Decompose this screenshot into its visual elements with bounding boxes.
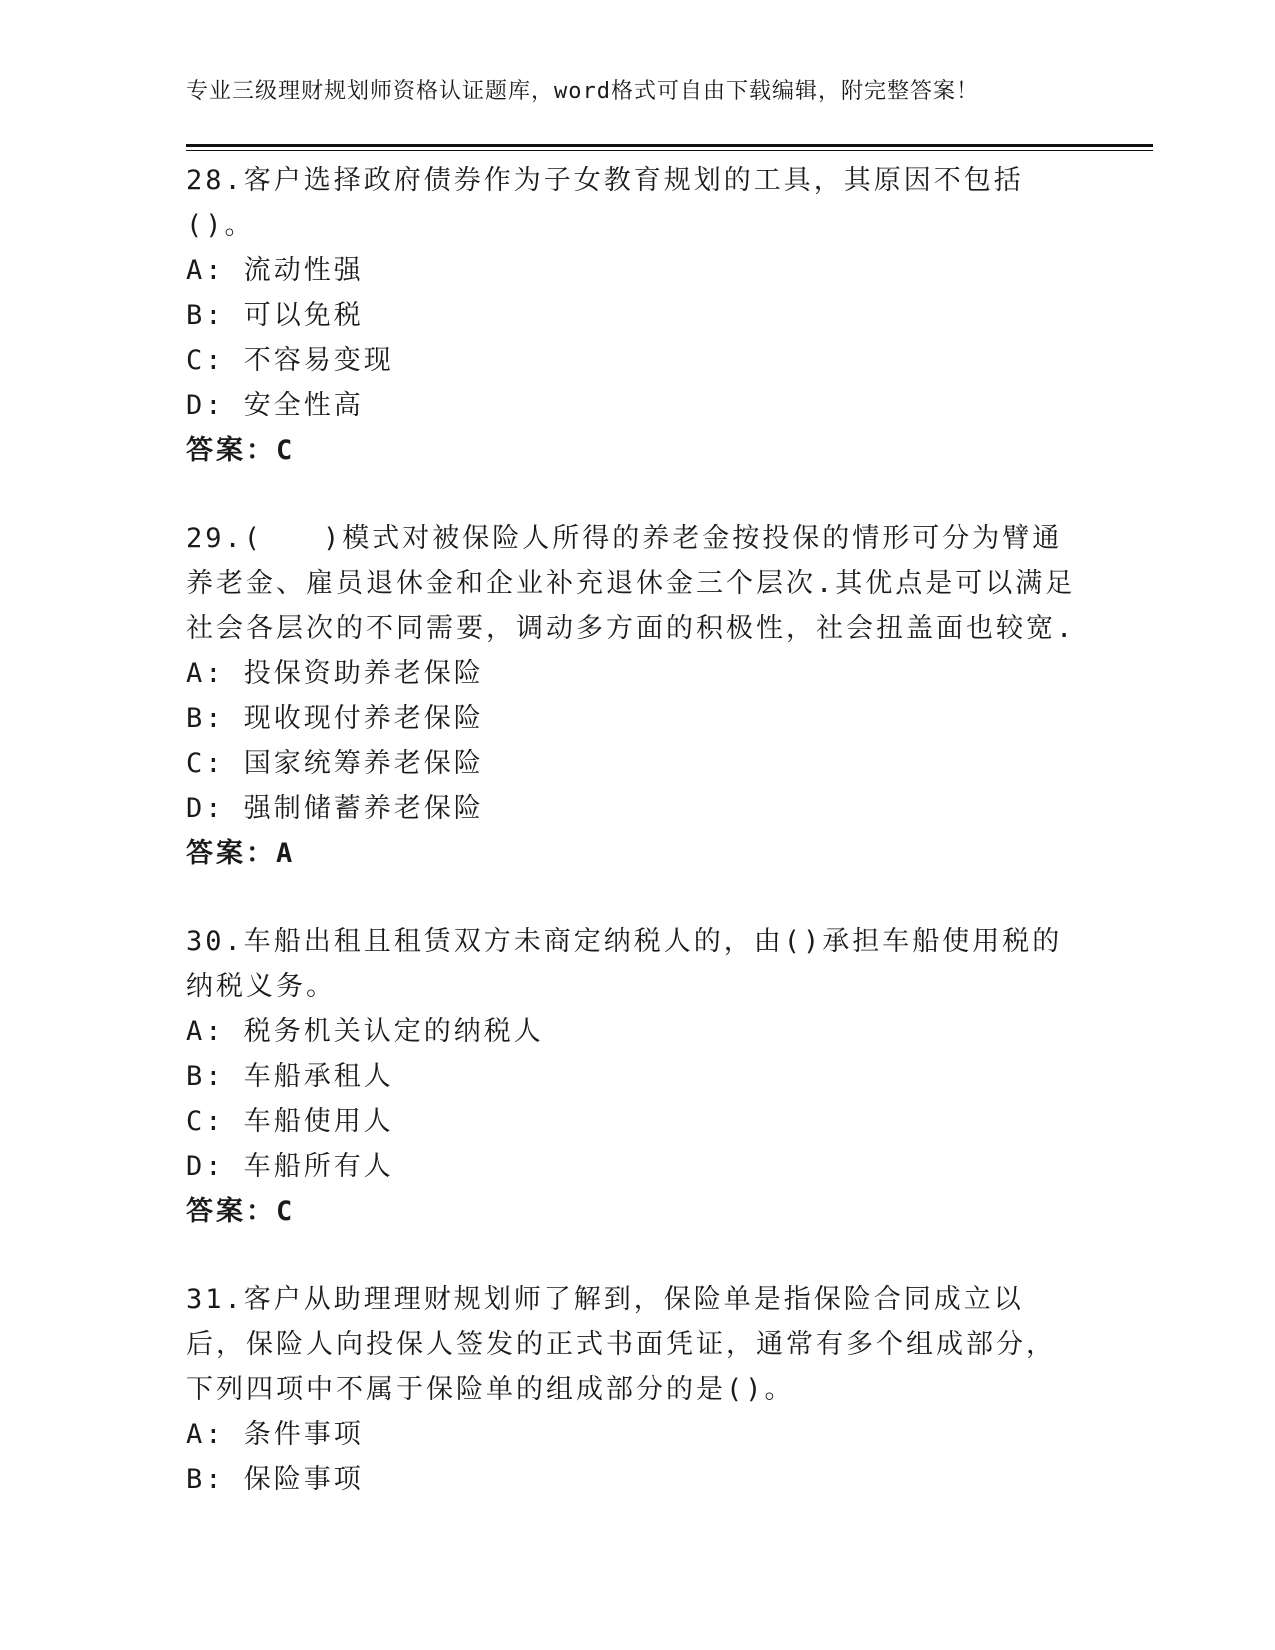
question-30 [186,919,1076,1234]
option-a: A: 条件事项 [186,1419,364,1450]
option-b: B: 车船承租人 [186,1061,394,1092]
answer-line: 答案：C [186,435,296,466]
page-header: 专业三级理财规划师资格认证题库，word格式可自由下载编辑，附完整答案！ [186,79,979,104]
option-c: C: 国家统筹养老保险 [186,748,484,779]
option-d: D: 安全性高 [186,390,364,421]
question-spacer [186,1234,1076,1277]
header-rule-thick [186,144,1153,147]
question-spacer [186,473,1076,516]
option-d: D: 车船所有人 [186,1151,394,1182]
question-spacer [186,876,1076,919]
question-stem: 29.( )模式对被保险人所得的养老金按投保的情形可分为臂通养老金、雇员退休金和企业补充退休金三个层次.其优点是可以满足社会各层次的不同需要，调动多方面的积极性，社会扭盖面也较宽. [186,523,1076,644]
option-c: C: 不容易变现 [186,345,394,376]
question-list [186,158,1076,1502]
option-b: B: 可以免税 [186,300,364,331]
option-b: B: 现收现付养老保险 [186,703,484,734]
question-29 [186,516,1076,876]
option-c: C: 车船使用人 [186,1106,394,1137]
option-d: D: 强制储蓄养老保险 [186,793,484,824]
option-a: A: 流动性强 [186,255,364,286]
question-stem: 30.车船出租且租赁双方未商定纳税人的，由()承担车船使用税的纳税义务。 [186,926,1063,1002]
question-stem: 31.客户从助理理财规划师了解到，保险单是指保险合同成立以后，保险人向投保人签发的正式书面凭证，通常有多个组成部分，下列四项中不属于保险单的组成部分的是()。 [186,1284,1056,1405]
question-31 [186,1277,1076,1502]
question-28 [186,158,1076,473]
question-stem: 28.客户选择政府债券作为子女教育规划的工具，其原因不包括()。 [186,165,1024,241]
option-a: A: 税务机关认定的纳税人 [186,1016,544,1047]
header-rule-thin [186,150,1153,151]
option-b: B: 保险事项 [186,1464,364,1495]
answer-line: 答案：A [186,838,296,869]
answer-line: 答案：C [186,1196,296,1227]
option-a: A: 投保资助养老保险 [186,658,484,689]
